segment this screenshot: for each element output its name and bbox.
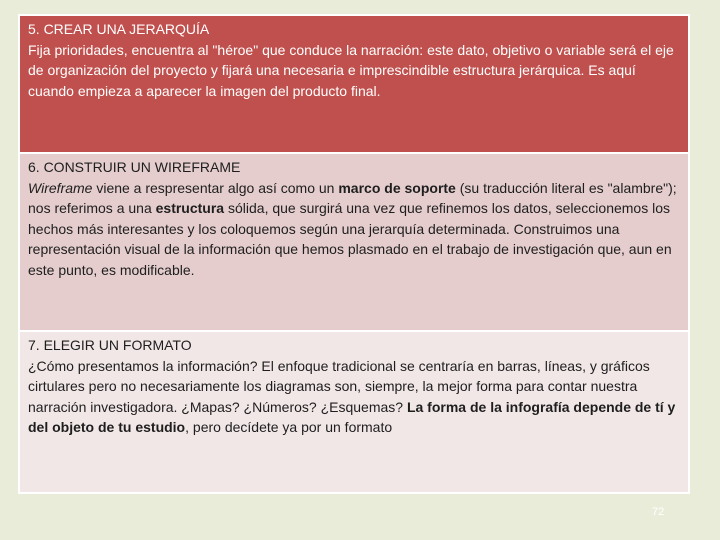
section-7-cell <box>20 330 688 492</box>
section-7-text-2: , pero decídete ya por un formato <box>185 419 393 435</box>
section-6-term-wireframe: Wireframe <box>28 179 93 196</box>
content-table <box>18 14 690 494</box>
section-5-title: 5. CREAR UNA JERARQUÍA <box>28 21 210 37</box>
section-7-emphasis: La forma de la infografía depende de tí y del objeto de tu estudio <box>28 398 676 435</box>
section-7-title: 7. ELEGIR UN FORMATO <box>28 337 192 353</box>
page-number: 72 <box>652 506 665 518</box>
section-7-text-1: ¿Cómo presentamos la información? El enfoque tradicional se centraría en barras, líneas, y gráficos cirtulares pero no necesariamente los diagramas son, siempre, la mejor forma para contar nuestra narración investigadora. ¿Mapas? ¿Números? ¿Esquemas? <box>28 357 650 415</box>
section-5-cell <box>20 16 688 152</box>
section-6-title: 6. CONSTRUIR UN WIREFRAME <box>28 159 241 175</box>
section-6-cell <box>20 152 688 330</box>
section-6-text-3: sólida, que surgirá una vez que refinemos los datos, seleccionemos los hechos más interesantes y los coloquemos según una jerarquía determinada. Construimos una representación visual de la información que hemos plasmado en el trabajo de investigación que, aun en este punto, es modificable. <box>28 200 672 278</box>
section-5-body: Fija prioridades, encuentra al "héroe" que conduce la narración: este dato, objetivo o variable será el eje de organización del proyecto y fijará una necesaria e imprescindible estructura jerárquica. Es aquí cuando empieza a aparecer la imagen del producto final. <box>28 41 674 99</box>
section-6-term-marco: marco de soporte <box>338 179 456 196</box>
section-6-term-estructura: estructura <box>155 200 225 216</box>
section-6-text-2: (su traducción literal es "alambre"); nos referimos a una <box>28 179 677 216</box>
section-6-text-1: viene a respresentar algo así como un <box>92 179 339 196</box>
